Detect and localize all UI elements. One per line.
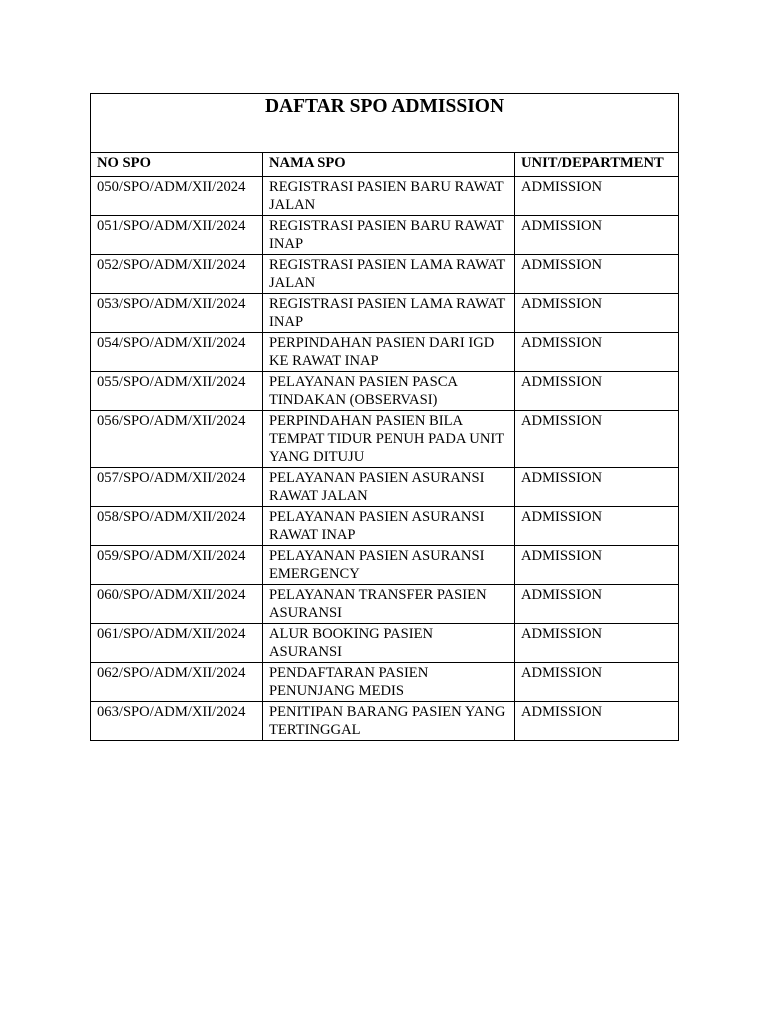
cell-no-spo: 058/SPO/ADM/XII/2024 (91, 507, 263, 546)
cell-nama-spo: ALUR BOOKING PASIEN ASURANSI (263, 624, 515, 663)
table-row (91, 294, 679, 333)
table-row (91, 624, 679, 663)
cell-no-spo: 059/SPO/ADM/XII/2024 (91, 546, 263, 585)
table-row (91, 468, 679, 507)
cell-nama-spo: REGISTRASI PASIEN BARU RAWAT INAP (263, 216, 515, 255)
cell-unit-department: ADMISSION (515, 585, 679, 624)
cell-nama-spo: PERPINDAHAN PASIEN BILA TEMPAT TIDUR PENUH PADA UNIT YANG DITUJU (263, 411, 515, 468)
cell-nama-spo: PELAYANAN PASIEN ASURANSI RAWAT JALAN (263, 468, 515, 507)
header-no-spo: NO SPO (91, 153, 263, 177)
cell-no-spo: 057/SPO/ADM/XII/2024 (91, 468, 263, 507)
cell-no-spo: 052/SPO/ADM/XII/2024 (91, 255, 263, 294)
table-row (91, 411, 679, 468)
cell-no-spo: 054/SPO/ADM/XII/2024 (91, 333, 263, 372)
header-unit-department: UNIT/DEPARTMENT (515, 153, 679, 177)
document-title: DAFTAR SPO ADMISSION (91, 94, 679, 153)
spo-table (90, 93, 679, 741)
cell-unit-department: ADMISSION (515, 255, 679, 294)
cell-unit-department: ADMISSION (515, 372, 679, 411)
cell-unit-department: ADMISSION (515, 624, 679, 663)
cell-no-spo: 056/SPO/ADM/XII/2024 (91, 411, 263, 468)
table-row (91, 663, 679, 702)
cell-unit-department: ADMISSION (515, 294, 679, 333)
cell-no-spo: 062/SPO/ADM/XII/2024 (91, 663, 263, 702)
table-row (91, 255, 679, 294)
cell-no-spo: 061/SPO/ADM/XII/2024 (91, 624, 263, 663)
table-row (91, 177, 679, 216)
cell-nama-spo: REGISTRASI PASIEN LAMA RAWAT INAP (263, 294, 515, 333)
cell-no-spo: 051/SPO/ADM/XII/2024 (91, 216, 263, 255)
cell-unit-department: ADMISSION (515, 177, 679, 216)
table-row (91, 372, 679, 411)
title-row (91, 94, 679, 153)
table-body (91, 177, 679, 741)
cell-nama-spo: PENITIPAN BARANG PASIEN YANG TERTINGGAL (263, 702, 515, 741)
cell-no-spo: 055/SPO/ADM/XII/2024 (91, 372, 263, 411)
cell-unit-department: ADMISSION (515, 468, 679, 507)
cell-nama-spo: PENDAFTARAN PASIEN PENUNJANG MEDIS (263, 663, 515, 702)
cell-nama-spo: REGISTRASI PASIEN BARU RAWAT JALAN (263, 177, 515, 216)
table-row (91, 216, 679, 255)
table-row (91, 585, 679, 624)
cell-nama-spo: REGISTRASI PASIEN LAMA RAWAT JALAN (263, 255, 515, 294)
cell-no-spo: 063/SPO/ADM/XII/2024 (91, 702, 263, 741)
table-row (91, 333, 679, 372)
table-row (91, 507, 679, 546)
cell-unit-department: ADMISSION (515, 663, 679, 702)
cell-nama-spo: PELAYANAN TRANSFER PASIEN ASURANSI (263, 585, 515, 624)
cell-unit-department: ADMISSION (515, 546, 679, 585)
cell-nama-spo: PERPINDAHAN PASIEN DARI IGD KE RAWAT INAP (263, 333, 515, 372)
table-row (91, 546, 679, 585)
header-nama-spo: NAMA SPO (263, 153, 515, 177)
cell-unit-department: ADMISSION (515, 702, 679, 741)
cell-unit-department: ADMISSION (515, 507, 679, 546)
cell-no-spo: 050/SPO/ADM/XII/2024 (91, 177, 263, 216)
cell-unit-department: ADMISSION (515, 333, 679, 372)
cell-no-spo: 053/SPO/ADM/XII/2024 (91, 294, 263, 333)
cell-nama-spo: PELAYANAN PASIEN ASURANSI RAWAT INAP (263, 507, 515, 546)
cell-unit-department: ADMISSION (515, 216, 679, 255)
cell-no-spo: 060/SPO/ADM/XII/2024 (91, 585, 263, 624)
header-row (91, 153, 679, 177)
cell-nama-spo: PELAYANAN PASIEN ASURANSI EMERGENCY (263, 546, 515, 585)
cell-nama-spo: PELAYANAN PASIEN PASCA TINDAKAN (OBSERVASI) (263, 372, 515, 411)
cell-unit-department: ADMISSION (515, 411, 679, 468)
table-row (91, 702, 679, 741)
